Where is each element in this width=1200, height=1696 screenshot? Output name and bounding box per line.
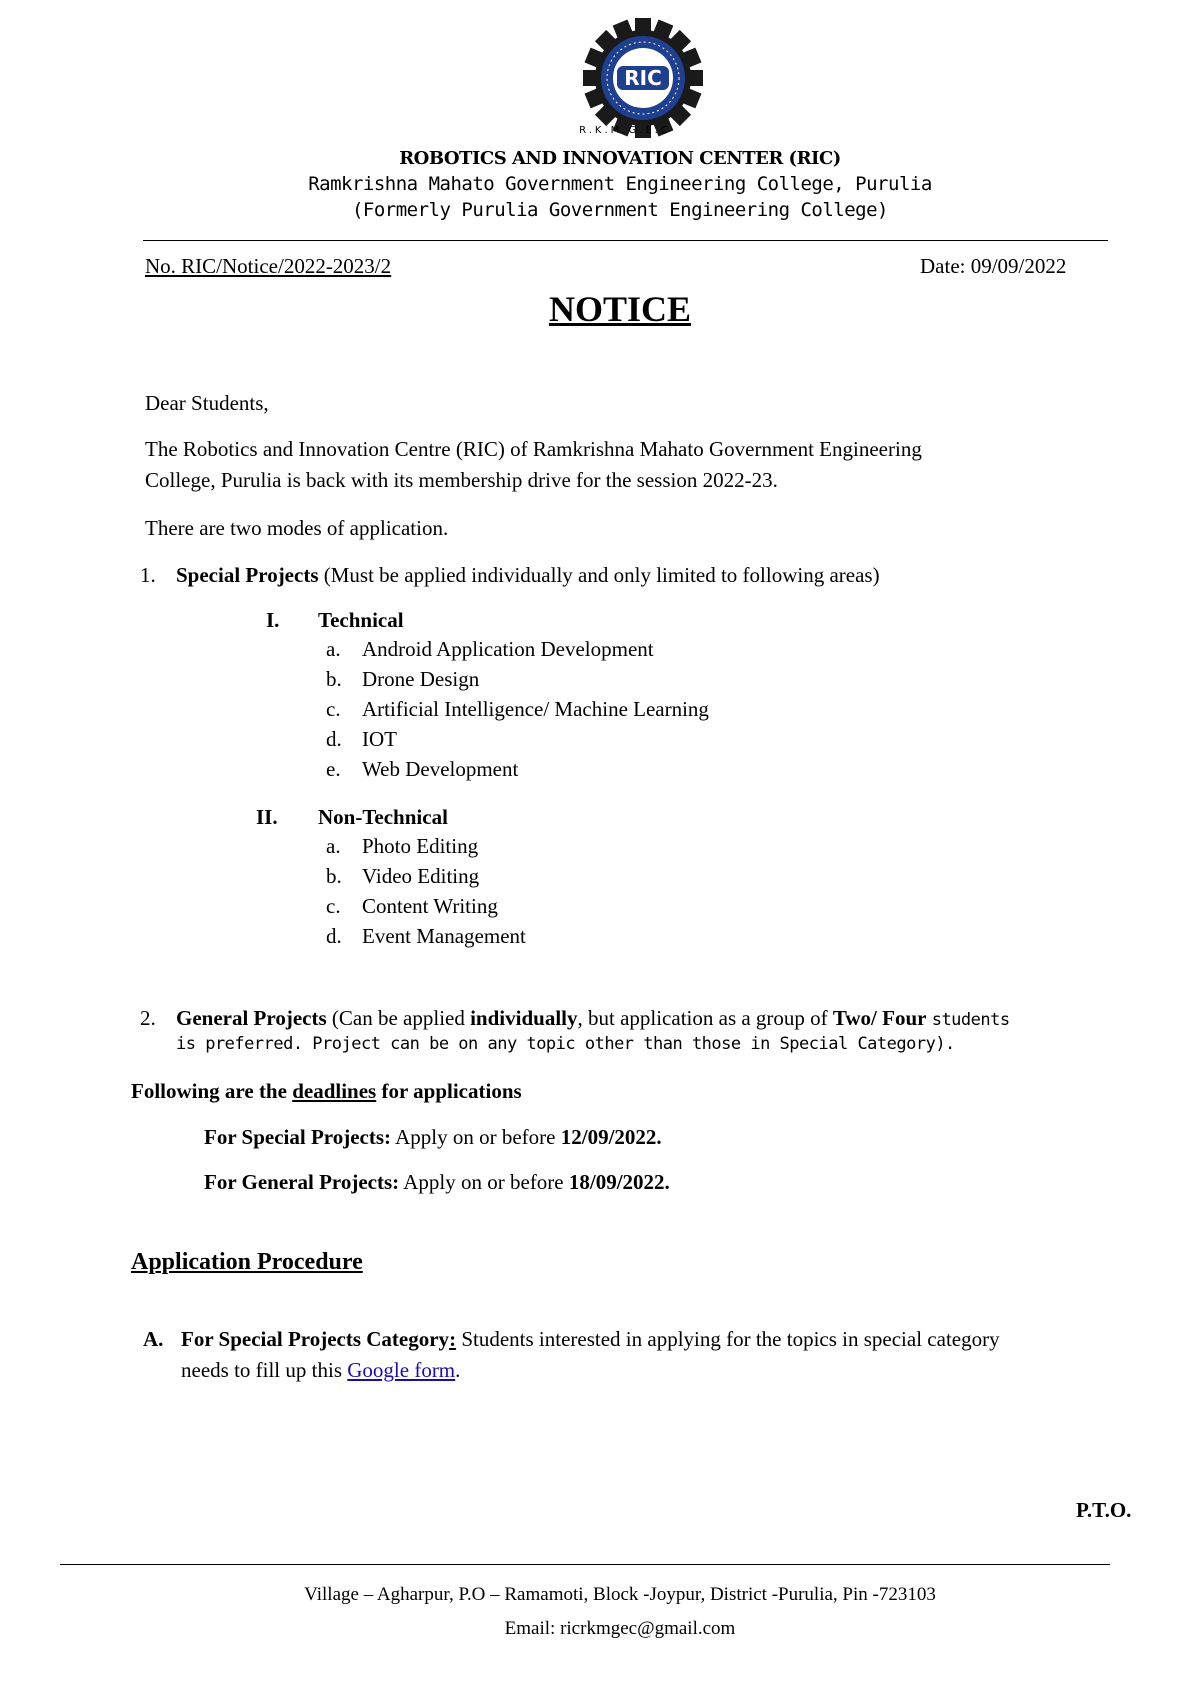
procedure-colon: :	[449, 1327, 457, 1351]
procedure-item	[181, 1324, 1000, 1355]
mode-general-projects	[176, 1003, 1010, 1036]
group-non-technical: Non-Technical	[318, 805, 448, 829]
non-technical-list	[326, 831, 526, 951]
procedure-letter: A.	[143, 1327, 164, 1351]
list-text: Artificial Intelligence/ Machine Learning	[362, 697, 709, 721]
list-letter: c.	[326, 697, 341, 721]
deadline-text: Apply on or before	[403, 1170, 564, 1194]
notice-date: Date: 09/09/2022	[920, 254, 1067, 278]
procedure-heading: Application Procedure	[131, 1249, 363, 1275]
footer-email: Email: ricrkmgec@gmail.com	[504, 1618, 736, 1639]
mode-text: , but application as a group of	[577, 1006, 828, 1030]
deadline-special	[204, 1122, 662, 1153]
intro-line: College, Purulia is back with its membership drive for the session 2022-23.	[145, 468, 778, 492]
procedure-item-line2	[181, 1355, 460, 1386]
list-text: Photo Editing	[362, 834, 479, 858]
deadlines-heading	[131, 1076, 522, 1107]
list-item	[326, 664, 709, 694]
list-item	[326, 861, 526, 891]
list-text: Video Editing	[362, 864, 480, 888]
mode-general-line2: is preferred. Project can be on any topic other than those in Special Category).	[176, 1034, 955, 1054]
list-letter: a.	[326, 834, 341, 858]
college-name: Ramkrishna Mahato Government Engineering College, Purulia	[308, 173, 932, 195]
list-item	[326, 694, 709, 724]
modes-line: There are two modes of application.	[145, 516, 449, 540]
list-item	[326, 891, 526, 921]
intro-paragraph	[145, 434, 922, 496]
page-title: NOTICE	[548, 289, 692, 329]
deadlines-heading-emphasis: deadlines	[292, 1079, 377, 1103]
google-form-link[interactable]: Google form	[347, 1358, 456, 1382]
mode-label: Special Projects	[176, 563, 319, 587]
group-technical: Technical	[318, 608, 404, 632]
list-text: Event Management	[362, 924, 526, 948]
reference-number: No. RIC/Notice/2022-2023/2	[145, 254, 392, 278]
list-letter: d.	[326, 727, 342, 751]
deadline-general	[204, 1167, 670, 1198]
list-item	[326, 724, 709, 754]
list-text: Drone Design	[362, 667, 480, 691]
deadline-label: For General Projects:	[204, 1170, 400, 1194]
list-text: Content Writing	[362, 894, 498, 918]
list-item	[326, 921, 526, 951]
mode-emphasis: individually	[470, 1006, 578, 1030]
list-text: Android Application Development	[362, 637, 654, 661]
mode-text: students	[931, 1010, 1010, 1030]
footer-divider	[60, 1564, 1110, 1565]
group-numeral: I.	[266, 608, 280, 632]
list-letter: c.	[326, 894, 341, 918]
logo-subtext: R.K.M.G.E.C	[579, 125, 671, 136]
header-divider	[143, 240, 1108, 241]
deadline-date: 18/09/2022.	[568, 1170, 670, 1194]
salutation: Dear Students,	[145, 391, 269, 415]
procedure-text: .	[455, 1358, 461, 1382]
list-letter: a.	[326, 637, 341, 661]
intro-line: The Robotics and Innovation Centre (RIC) of Ramkrishna Mahato Government Engineering	[145, 437, 922, 461]
list-item	[326, 754, 709, 784]
procedure-label: For Special Projects Category	[181, 1327, 450, 1351]
list-letter: b.	[326, 667, 342, 691]
deadline-date: 12/09/2022.	[560, 1125, 662, 1149]
pto-label: P.T.O.	[1076, 1498, 1132, 1522]
list-letter: b.	[326, 864, 342, 888]
group-numeral: II.	[256, 805, 278, 829]
footer-address: Village – Agharpur, P.O – Ramamoti, Block -Joypur, District -Purulia, Pin -723103	[304, 1584, 936, 1605]
mode-emphasis: Two/ Four	[832, 1006, 927, 1030]
mode-number: 1.	[140, 563, 156, 587]
mode-number: 2.	[140, 1006, 156, 1030]
technical-list	[326, 634, 709, 784]
deadline-text: Apply on or before	[395, 1125, 556, 1149]
ric-logo	[583, 18, 703, 138]
procedure-text: needs to fill up this	[181, 1358, 342, 1382]
list-text: IOT	[362, 727, 397, 751]
logo-text: RIC	[624, 66, 662, 90]
deadlines-heading-text: for applications	[381, 1079, 522, 1103]
procedure-text: Students interested in applying for the topics in special category	[461, 1327, 1000, 1351]
list-item	[326, 831, 526, 861]
deadline-label: For Special Projects:	[204, 1125, 392, 1149]
list-letter: e.	[326, 757, 341, 781]
mode-special-projects	[176, 560, 880, 591]
list-text: Web Development	[362, 757, 519, 781]
deadlines-heading-text: Following are the	[131, 1079, 287, 1103]
mode-text: (Can be applied	[331, 1006, 465, 1030]
list-letter: d.	[326, 924, 342, 948]
mode-label: General Projects	[176, 1006, 327, 1030]
org-title: ROBOTICS AND INNOVATION CENTER (RIC)	[399, 148, 841, 169]
list-item	[326, 634, 709, 664]
mode-description: (Must be applied individually and only limited to following areas)	[323, 563, 880, 587]
college-former-name: (Formerly Purulia Government Engineering College)	[351, 199, 888, 221]
